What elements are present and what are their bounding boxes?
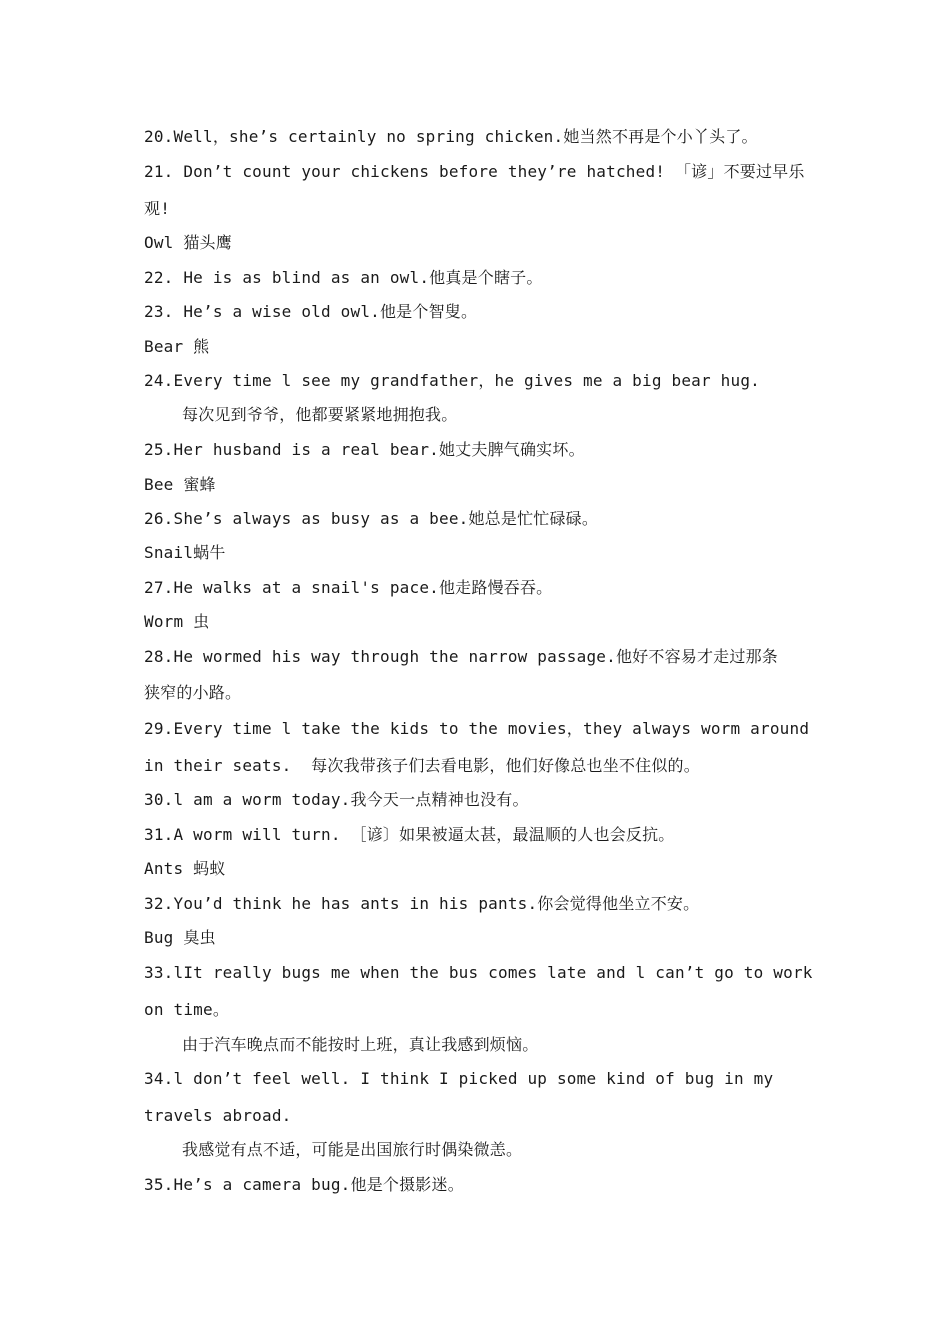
section-heading: Bee 蜜蜂 bbox=[144, 475, 216, 494]
text-line: 28.He wormed his way through the narrow passage.他好不容易才走过那条 bbox=[144, 647, 778, 666]
section-heading: Bear 熊 bbox=[144, 337, 210, 356]
text-line: 26.She’s always as busy as a bee.她总是忙忙碌碌。 bbox=[144, 509, 599, 528]
text-line: 20.Well，she’s certainly no spring chicken.她当然不再是个小丫头了。 bbox=[144, 127, 758, 146]
section-heading: Snail蜗牛 bbox=[144, 543, 226, 562]
section-heading: Ants 蚂蚁 bbox=[144, 859, 226, 878]
text-line: 24.Every time l see my grandfather，he gives me a big bear hug. bbox=[144, 371, 761, 390]
translation-line: 我感觉有点不适，可能是出国旅行时偶染微恙。 bbox=[182, 1140, 523, 1159]
section-heading: Owl 猫头鹰 bbox=[144, 233, 232, 252]
section-heading: Worm 虫 bbox=[144, 612, 210, 631]
text-line: on time。 bbox=[144, 1000, 230, 1019]
translation-line: 每次见到爷爷，他都要紧紧地拥抱我。 bbox=[182, 405, 458, 424]
text-line: 27.He walks at a snail's pace.他走路慢吞吞。 bbox=[144, 578, 553, 597]
text-line: 31.A worm will turn. ［谚〕如果被逼太甚，最温顺的人也会反抗。 bbox=[144, 825, 675, 844]
section-heading: Bug 臭虫 bbox=[144, 928, 216, 947]
text-line: 35.He’s a camera bug.他是个摄影迷。 bbox=[144, 1175, 464, 1194]
text-line: in their seats. 每次我带孩子们去看电影，他们好像总也坐不住似的。 bbox=[144, 756, 700, 775]
text-line: 25.Her husband is a real bear.她丈夫脾气确实坏。 bbox=[144, 440, 585, 459]
text-line: 34.l don’t feel well. I think I picked up some kind of bug in my bbox=[144, 1069, 774, 1088]
text-line: 33.lIt really bugs me when the bus comes late and l can’t go to work bbox=[144, 963, 813, 982]
text-line: 30.l am a worm today.我今天一点精神也没有。 bbox=[144, 790, 529, 809]
text-line: 狭窄的小路。 bbox=[144, 683, 242, 702]
text-line: 29.Every time l take the kids to the movies，they always worm around bbox=[144, 719, 810, 738]
text-line: 32.You’d think he has ants in his pants.你会觉得他坐立不安。 bbox=[144, 894, 700, 913]
text-line: 21. Don’t count your chickens before they’re hatched! 「谚」不要过早乐 bbox=[144, 162, 805, 181]
text-line: 观! bbox=[144, 199, 171, 218]
text-line: travels abroad. bbox=[144, 1106, 292, 1125]
translation-line: 由于汽车晚点而不能按时上班，真让我感到烦恼。 bbox=[182, 1035, 539, 1054]
text-line: 22. He is as blind as an owl.他真是个瞎子。 bbox=[144, 268, 543, 287]
text-line: 23. He’s a wise old owl.他是个智叟。 bbox=[144, 302, 478, 321]
